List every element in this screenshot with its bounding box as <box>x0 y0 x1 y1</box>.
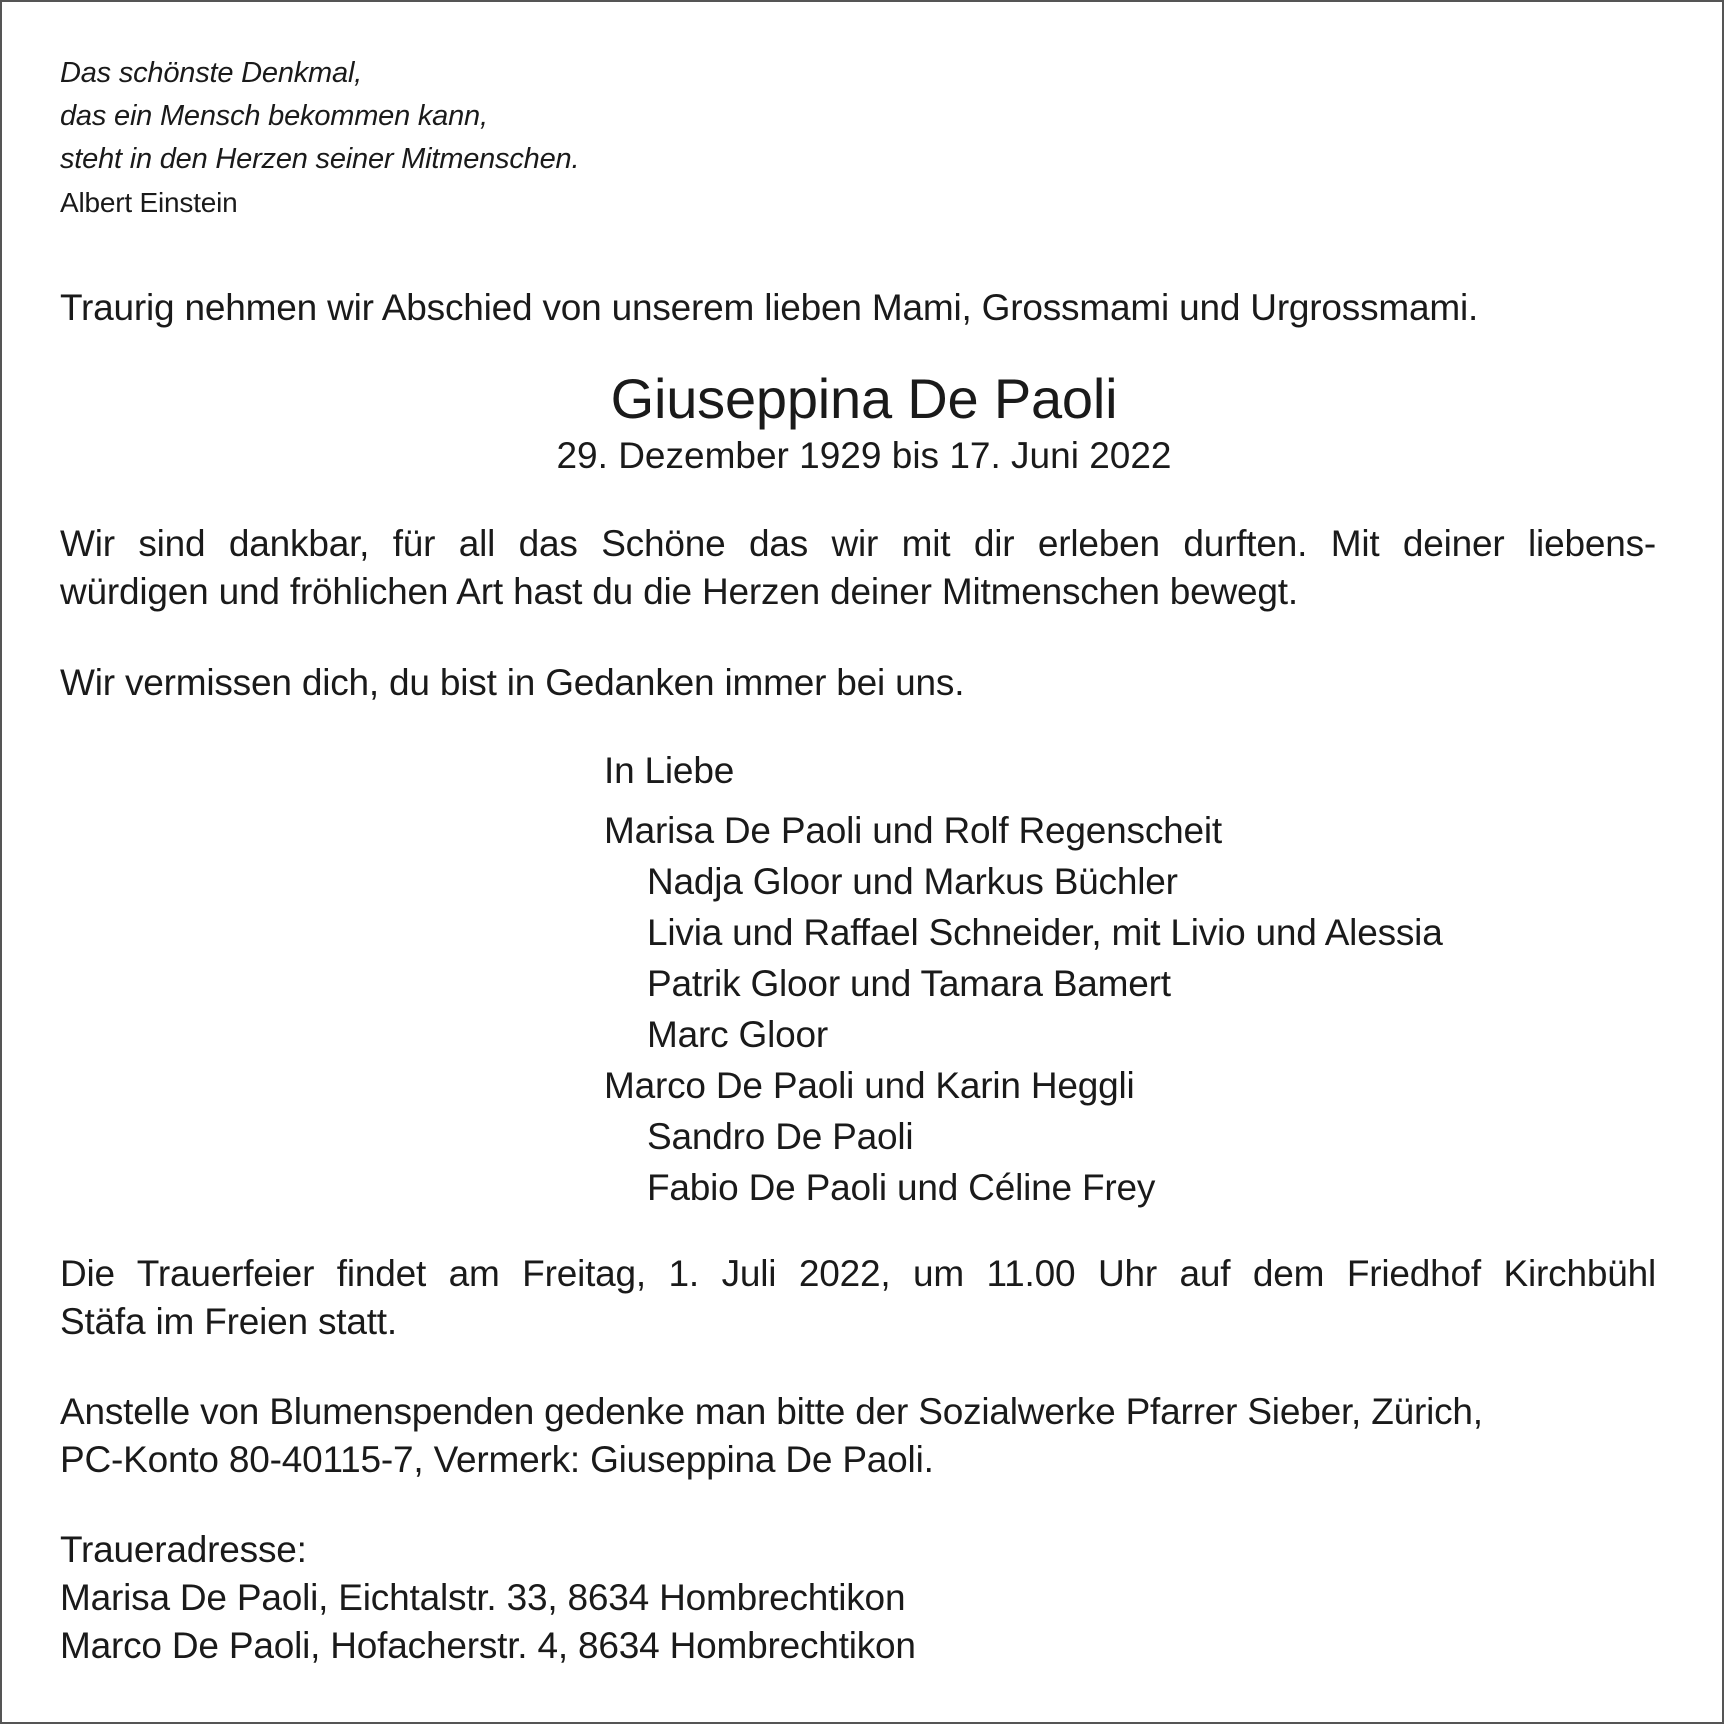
epigraph-quote <box>60 52 579 224</box>
family-member: Fabio De Paoli und Céline Frey <box>647 1167 1156 1208</box>
ceremony-paragraph <box>60 1250 1656 1346</box>
family-member: Nadja Gloor und Markus Büchler <box>647 861 1178 902</box>
family-member: Marc Gloor <box>647 1014 828 1055</box>
quote-line: Das schönste Denkmal, <box>60 57 363 89</box>
quote-author: Albert Einstein <box>60 187 238 218</box>
gratitude-line: würdigen und fröhlichen Art hast du die Herzen deiner Mitmenschen bewegt. <box>60 571 1298 612</box>
signoff-block <box>604 745 1443 1213</box>
deceased-name: Giuseppina De Paoli <box>610 367 1118 430</box>
address-heading: Traueradresse: <box>60 1529 307 1570</box>
quote-line: steht in den Herzen seiner Mitmenschen. <box>60 143 580 175</box>
donation-line: PC-Konto 80-40115-7, Vermerk: Giuseppina De Paoli. <box>60 1439 934 1480</box>
intro-text: Traurig nehmen wir Abschied von unserem lieben Mami, Grossmami und Urgrossmami. <box>60 287 1479 328</box>
family-member: Marco De Paoli und Karin Heggli <box>604 1065 1135 1106</box>
ceremony-line: Stäfa im Freien statt. <box>60 1301 397 1342</box>
family-member: Sandro De Paoli <box>647 1116 914 1157</box>
family-member: Patrik Gloor und Tamara Bamert <box>647 963 1171 1004</box>
family-member: Marisa De Paoli und Rolf Regenscheit <box>604 810 1223 851</box>
family-member: Livia und Raffael Schneider, mit Livio und Alessia <box>647 912 1443 953</box>
miss-you-text: Wir vermissen dich, du bist in Gedanken immer bei uns. <box>60 662 965 703</box>
donation-paragraph <box>60 1388 1483 1484</box>
address-block <box>60 1526 916 1670</box>
gratitude-paragraph <box>60 520 1656 616</box>
donation-line: Anstelle von Blumenspenden gedenke man bitte der Sozialwerke Pfarrer Sieber, Zürich, <box>60 1391 1483 1432</box>
signoff-heading: In Liebe <box>604 750 735 791</box>
gratitude-line: Wir sind dankbar, für all das Schöne das wir mit dir erleben durften. Mit deiner liebens- <box>60 523 1656 564</box>
life-dates: 29. Dezember 1929 bis 17. Juni 2022 <box>556 435 1172 476</box>
address-line: Marisa De Paoli, Eichtalstr. 33, 8634 Hombrechtikon <box>60 1577 906 1618</box>
quote-line: das ein Mensch bekommen kann, <box>60 100 488 132</box>
ceremony-line: Die Trauerfeier findet am Freitag, 1. Juli 2022, um 11.00 Uhr auf dem Friedhof Kirchbühl <box>60 1253 1656 1294</box>
intro-paragraph <box>60 284 1478 332</box>
miss-you-paragraph <box>60 659 964 707</box>
deceased-block <box>2 366 1724 480</box>
address-line: Marco De Paoli, Hofacherstr. 4, 8634 Hombrechtikon <box>60 1625 916 1666</box>
